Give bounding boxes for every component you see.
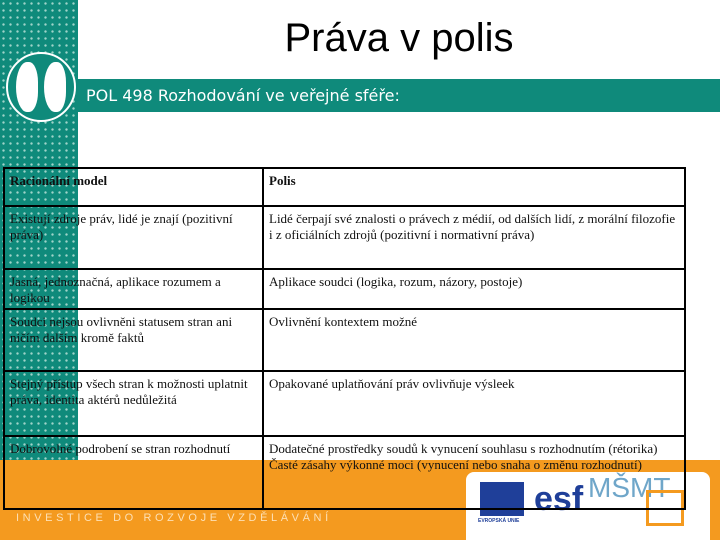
footer-slogan: INVESTICE DO ROZVOJE VZDĚLÁVÁNÍ xyxy=(16,512,332,524)
table-cell: Ovlivnění kontextem možné xyxy=(263,309,685,371)
table-header-row xyxy=(4,168,685,206)
table-row xyxy=(4,371,685,436)
face-profile-icon xyxy=(44,62,66,112)
face-profile-icon xyxy=(16,62,38,112)
table-cell: Dodatečné prostředky soudů k vynucení souhlasu s rozhodnutím (rétorika) Časté zásahy výkonné moci (vynucení nebo snaha o změnu rozhodnutí) xyxy=(263,436,685,509)
table-cell: Stejný přístup všech stran k možnosti uplatnit práva, identita aktérů nedůležitá xyxy=(4,371,263,436)
table-cell: Aplikace soudci (logika, rozum, názory, postoje) xyxy=(263,269,685,309)
table-cell: Soudci nejsou ovlivněni statusem stran ani ničím dalším kromě faktů xyxy=(4,309,263,371)
header-cell: Polis xyxy=(263,168,685,206)
table-cell: Lidé čerpají své znalosti o právech z médií, od dalších lidí, z morální filozofie i z oficiálních zdrojů (pozitivní i normativní práva) xyxy=(263,206,685,269)
table-cell: Jasná, jednoznačná, aplikace rozumem a logikou xyxy=(4,269,263,309)
page-title: Práva v polis xyxy=(284,16,514,60)
table-row xyxy=(4,269,685,309)
subtitle-banner: POL 498 Rozhodování ve veřejné sféře: xyxy=(78,79,720,112)
table-row xyxy=(4,436,685,509)
table-cell: Existují zdroje práv, lidé je znají (pozitivní práva) xyxy=(4,206,263,269)
esf-logo: esf xyxy=(534,480,584,518)
table-row xyxy=(4,206,685,269)
table-cell: Dobrovolné podrobení se stran rozhodnutí xyxy=(4,436,263,509)
university-logo xyxy=(6,52,76,122)
table-cell: Opakované uplatňování práv ovlivňuje výsleek xyxy=(263,371,685,436)
table-row xyxy=(4,309,685,371)
comparison-table xyxy=(3,167,686,510)
header-cell: Racionální model xyxy=(4,168,263,206)
eu-caption: EVROPSKÁ UNIE xyxy=(478,518,520,524)
msmt-logo: MŠMT xyxy=(588,472,671,503)
